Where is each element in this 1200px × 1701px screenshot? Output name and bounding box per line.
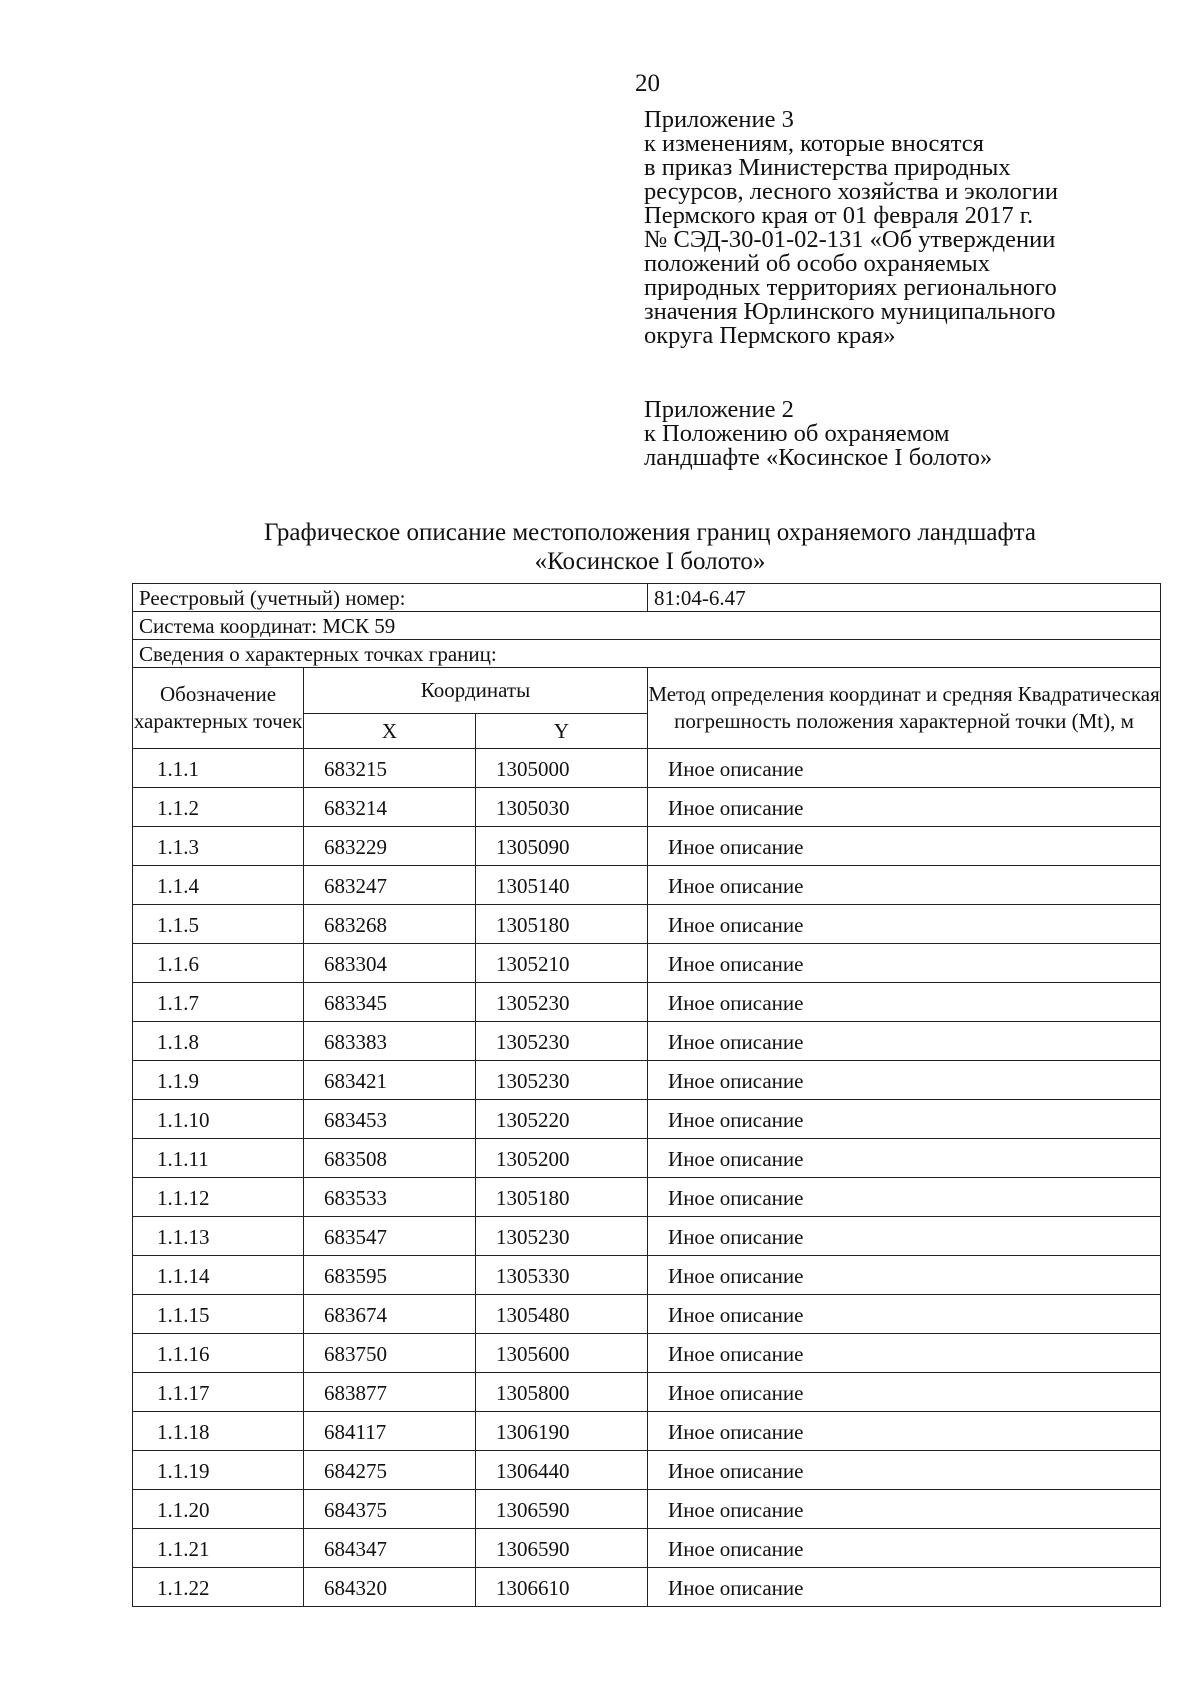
x-coordinate-cell: 683383	[304, 1022, 476, 1061]
point-id-cell: 1.1.12	[133, 1178, 304, 1217]
point-id-cell: 1.1.16	[133, 1334, 304, 1373]
table-row	[133, 1373, 1161, 1412]
table-row	[133, 1022, 1161, 1061]
y-coordinate-cell: 1305180	[476, 1178, 648, 1217]
method-cell: Иное описание	[648, 827, 1161, 866]
x-coordinate-cell: 683215	[304, 749, 476, 788]
method-cell: Иное описание	[648, 1061, 1161, 1100]
table-row	[133, 1529, 1161, 1568]
x-coordinate-cell: 683304	[304, 944, 476, 983]
point-id-cell: 1.1.1	[133, 749, 304, 788]
point-id-cell: 1.1.21	[133, 1529, 304, 1568]
table-row	[133, 1451, 1161, 1490]
appendix3-line: Пермского края от 01 февраля 2017 г.	[644, 202, 1034, 229]
method-cell: Иное описание	[648, 983, 1161, 1022]
y-coordinate-cell: 1305230	[476, 1217, 648, 1256]
col-designation-header: Обозначение характерных точек	[133, 668, 304, 749]
x-coordinate-cell: 683247	[304, 866, 476, 905]
appendix3-line: положений об особо охраняемых	[644, 250, 990, 277]
title-line-2: «Косинское I болото»	[534, 548, 766, 575]
point-id-cell: 1.1.11	[133, 1139, 304, 1178]
appendix2-line: ландшафте «Косинское I болото»	[644, 444, 993, 471]
appendix3-header	[644, 108, 1058, 348]
appendix2-line: к Положению об охраняемом	[644, 420, 950, 447]
table-row	[133, 1412, 1161, 1451]
x-coordinate-cell: 683877	[304, 1373, 476, 1412]
x-coordinate-cell: 683750	[304, 1334, 476, 1373]
appendix3-line: к изменениям, которые вносятся	[644, 130, 984, 157]
point-id-cell: 1.1.22	[133, 1568, 304, 1607]
method-cell: Иное описание	[648, 1490, 1161, 1529]
point-id-cell: 1.1.9	[133, 1061, 304, 1100]
x-coordinate-cell: 683595	[304, 1256, 476, 1295]
x-coordinate-cell: 683547	[304, 1217, 476, 1256]
y-coordinate-cell: 1305030	[476, 788, 648, 827]
method-cell: Иное описание	[648, 1217, 1161, 1256]
table-row	[133, 827, 1161, 866]
coord-system: Система координат: МСК 59	[133, 612, 1161, 640]
point-id-cell: 1.1.7	[133, 983, 304, 1022]
table-row	[133, 983, 1161, 1022]
method-cell: Иное описание	[648, 1373, 1161, 1412]
y-coordinate-cell: 1305140	[476, 866, 648, 905]
table-row	[133, 749, 1161, 788]
table-row	[133, 944, 1161, 983]
appendix3-line: природных территориях регионального	[644, 274, 1057, 301]
y-coordinate-cell: 1306610	[476, 1568, 648, 1607]
table-row	[133, 905, 1161, 944]
col-y-header: Y	[476, 714, 648, 749]
method-cell: Иное описание	[648, 1295, 1161, 1334]
point-id-cell: 1.1.5	[133, 905, 304, 944]
x-coordinate-cell: 684320	[304, 1568, 476, 1607]
method-cell: Иное описание	[648, 1178, 1161, 1217]
method-cell: Иное описание	[648, 1022, 1161, 1061]
method-cell: Иное описание	[648, 788, 1161, 827]
y-coordinate-cell: 1306590	[476, 1529, 648, 1568]
y-coordinate-cell: 1305480	[476, 1295, 648, 1334]
y-coordinate-cell: 1305800	[476, 1373, 648, 1412]
registry-value: 81:04-6.47	[648, 584, 1161, 612]
table-row	[133, 788, 1161, 827]
y-coordinate-cell: 1305230	[476, 1061, 648, 1100]
x-coordinate-cell: 683229	[304, 827, 476, 866]
col-method-header: Метод определения координат и средняя Квадратическая погрешность положения характерной точки (Mt), м	[648, 668, 1161, 749]
y-coordinate-cell: 1305220	[476, 1100, 648, 1139]
col-x-header: X	[304, 714, 476, 749]
column-header-row	[133, 668, 1161, 714]
method-cell: Иное описание	[648, 1568, 1161, 1607]
y-coordinate-cell: 1306590	[476, 1490, 648, 1529]
points-header-row	[133, 640, 1161, 668]
method-cell: Иное описание	[648, 1412, 1161, 1451]
table-row	[133, 1334, 1161, 1373]
x-coordinate-cell: 683508	[304, 1139, 476, 1178]
point-id-cell: 1.1.2	[133, 788, 304, 827]
y-coordinate-cell: 1305000	[476, 749, 648, 788]
table-row	[133, 1100, 1161, 1139]
registry-row	[133, 584, 1161, 612]
table-row	[133, 866, 1161, 905]
y-coordinate-cell: 1305180	[476, 905, 648, 944]
point-id-cell: 1.1.17	[133, 1373, 304, 1412]
y-coordinate-cell: 1305200	[476, 1139, 648, 1178]
appendix2-header	[644, 398, 992, 470]
table-row	[133, 1139, 1161, 1178]
method-cell: Иное описание	[648, 1451, 1161, 1490]
y-coordinate-cell: 1306440	[476, 1451, 648, 1490]
point-id-cell: 1.1.18	[133, 1412, 304, 1451]
point-id-cell: 1.1.10	[133, 1100, 304, 1139]
x-coordinate-cell: 684275	[304, 1451, 476, 1490]
method-cell: Иное описание	[648, 944, 1161, 983]
method-cell: Иное описание	[648, 1334, 1161, 1373]
method-cell: Иное описание	[648, 905, 1161, 944]
y-coordinate-cell: 1305330	[476, 1256, 648, 1295]
appendix3-line: ресурсов, лесного хозяйства и экологии	[644, 178, 1059, 205]
y-coordinate-cell: 1305210	[476, 944, 648, 983]
y-coordinate-cell: 1305090	[476, 827, 648, 866]
table-row	[133, 1217, 1161, 1256]
point-id-cell: 1.1.13	[133, 1217, 304, 1256]
x-coordinate-cell: 684347	[304, 1529, 476, 1568]
x-coordinate-cell: 683421	[304, 1061, 476, 1100]
method-cell: Иное описание	[648, 1100, 1161, 1139]
appendix3-line: значения Юрлинского муниципального	[644, 298, 1056, 325]
method-cell: Иное описание	[648, 749, 1161, 788]
point-id-cell: 1.1.8	[133, 1022, 304, 1061]
method-cell: Иное описание	[648, 1139, 1161, 1178]
appendix3-line: № СЭД-30-01-02-131 «Об утверждении	[644, 226, 1056, 253]
point-id-cell: 1.1.6	[133, 944, 304, 983]
document-title	[130, 518, 1170, 576]
y-coordinate-cell: 1306190	[476, 1412, 648, 1451]
y-coordinate-cell: 1305230	[476, 1022, 648, 1061]
appendix3-line: в приказ Министерства природных	[644, 154, 1011, 181]
title-line-1: Графическое описание местоположения границ охраняемого ландшафта	[264, 519, 1036, 546]
registry-label: Реестровый (учетный) номер:	[133, 584, 648, 612]
x-coordinate-cell: 683345	[304, 983, 476, 1022]
table-row	[133, 1295, 1161, 1334]
point-id-cell: 1.1.19	[133, 1451, 304, 1490]
point-id-cell: 1.1.20	[133, 1490, 304, 1529]
point-id-cell: 1.1.4	[133, 866, 304, 905]
method-cell: Иное описание	[648, 1529, 1161, 1568]
x-coordinate-cell: 683268	[304, 905, 476, 944]
coordinates-table	[132, 583, 1161, 1607]
point-id-cell: 1.1.3	[133, 827, 304, 866]
col-coordinates-header: Координаты	[304, 668, 648, 714]
y-coordinate-cell: 1305230	[476, 983, 648, 1022]
method-cell: Иное описание	[648, 866, 1161, 905]
table-row	[133, 1568, 1161, 1607]
point-id-cell: 1.1.14	[133, 1256, 304, 1295]
points-header: Сведения о характерных точках границ:	[133, 640, 1161, 668]
table-row	[133, 1061, 1161, 1100]
y-coordinate-cell: 1305600	[476, 1334, 648, 1373]
page-number: 20	[635, 70, 660, 97]
appendix3-line: Приложение 3	[644, 106, 794, 133]
x-coordinate-cell: 683533	[304, 1178, 476, 1217]
appendix3-line: округа Пермского края»	[644, 322, 896, 349]
method-cell: Иное описание	[648, 1256, 1161, 1295]
coord-system-row	[133, 612, 1161, 640]
table-row	[133, 1178, 1161, 1217]
appendix2-line: Приложение 2	[644, 396, 794, 423]
x-coordinate-cell: 683674	[304, 1295, 476, 1334]
x-coordinate-cell: 684117	[304, 1412, 476, 1451]
x-coordinate-cell: 683453	[304, 1100, 476, 1139]
point-id-cell: 1.1.15	[133, 1295, 304, 1334]
x-coordinate-cell: 684375	[304, 1490, 476, 1529]
x-coordinate-cell: 683214	[304, 788, 476, 827]
table-row	[133, 1490, 1161, 1529]
table-row	[133, 1256, 1161, 1295]
